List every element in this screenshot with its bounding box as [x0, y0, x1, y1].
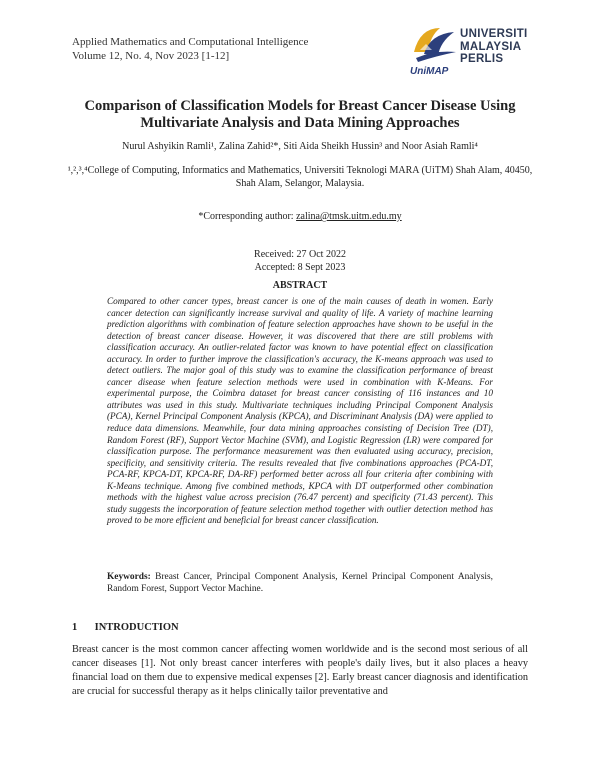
affiliation: ¹,²,³,⁴College of Computing, Informatics and Mathematics, Universiti Teknologi MARA (UiTM) Shah Alam, 40450, Shah Alam, Selangor, Malaysia. [67, 165, 533, 189]
abstract-heading: ABSTRACT [272, 280, 328, 291]
logo-line-1: UNIVERSITI [460, 28, 528, 40]
journal-name: Applied Mathematics and Computational Intelligence [72, 36, 309, 48]
abstract-body: Compared to other cancer types, breast cancer is one of the main causes of death in women. Early cancer detection can significantly increase survival and quality of life. A variety of machine learning prediction algorithms with combination of feature selection approaches have shown to be useful in the detection of breast cancer disease. However, it was discovered that there are still problems with classification accuracy. An outlier-related factor was known to have potential effect on classification accuracy. In order to further improve the classification's accuracy, the K-means approach was used to detect outliers. The major goal of this study was to examine the classification performance of breast cancer disease when feature selection methods were used in combination with K-Means. For experimental purpose, the Coimbra dataset for breast cancer consisting of 116 instances and 10 attributes was used in this study. Multivariate techniques including Principal Component Analysis (PCA), Kernel Principal Component Analysis (KPCA), and Discriminant Analysis (DA) were applied to reduce data dimensions. Meanwhile, four data mining approaches consisting of Decision Tree (DT), Random Forest (RF), Support Vector Machine (SVM), and Logistic Regression (LR) were compared for classification purpose. The performance measurement was then evaluated using accuracy, precision, specificity, and sensitivity criteria. The results revealed that five combinations approaches (PCA-DT, PCA-RF, KPCA-DT, KPCA-RF, DA-RF) performed better across all four criteria after combining with K-Means technique. Among five combined methods, KPCA with DT outperformed other combination methods with the highest value across precision (76.47 percent) and specificity (71.43 percent). This study suggests the incorporation of feature selection method together with outlier detection method has proved to be more efficient and beneficial for breast cancer classification. [107, 296, 493, 526]
article-dates [60, 248, 540, 274]
journal-header [72, 35, 308, 63]
section-heading-introduction [72, 622, 179, 633]
section-title: INTRODUCTION [94, 622, 179, 633]
logo-line-2: MALAYSIA [460, 40, 522, 53]
logo-line-3: PERLIS [460, 53, 504, 65]
corresponding-email-link[interactable]: zalina@tmsk.uitm.edu.my [296, 211, 402, 222]
university-logo [410, 22, 540, 82]
author-list: Nurul Ashyikin Ramli¹, Zalina Zahid²*, Siti Aida Sheikh Hussin³ and Noor Asiah Ramli⁴ [122, 141, 478, 152]
keywords [107, 571, 493, 595]
journal-issue: Volume 12, No. 4, Nov 2023 [1-12] [72, 50, 230, 62]
keywords-text: Breast Cancer, Principal Component Analysis, Kernel Principal Component Analysis, Random Forest, Support Vector Machine. [107, 572, 493, 594]
section-number: 1 [72, 622, 78, 633]
introduction-paragraph: Breast cancer is the most common cancer affecting women worldwide and is the second most serious of all cancer diseases [1]. Not only breast cancer interferes with people's daily lives, but it also places a heavy financial load on them due to expensive medical expenses [2]. Early breast cancer diagnosis and identification are crucial for successful therapy as it helps clinically tailor preventative and [72, 644, 528, 697]
accepted-date: Accepted: 8 Sept 2023 [254, 262, 346, 273]
unimap-emblem-icon [410, 22, 458, 66]
paper-title: Comparison of Classification Models for Breast Cancer Disease Using Multivariate Analysis and Data Mining Approaches [84, 98, 516, 131]
corresponding-author [60, 210, 540, 223]
received-date: Received: 27 Oct 2022 [254, 249, 346, 260]
logo-text [460, 28, 528, 66]
corresponding-label: *Corresponding author: [198, 211, 294, 222]
keywords-label: Keywords: [107, 572, 151, 582]
logo-short-name: UniMAP [410, 66, 449, 77]
